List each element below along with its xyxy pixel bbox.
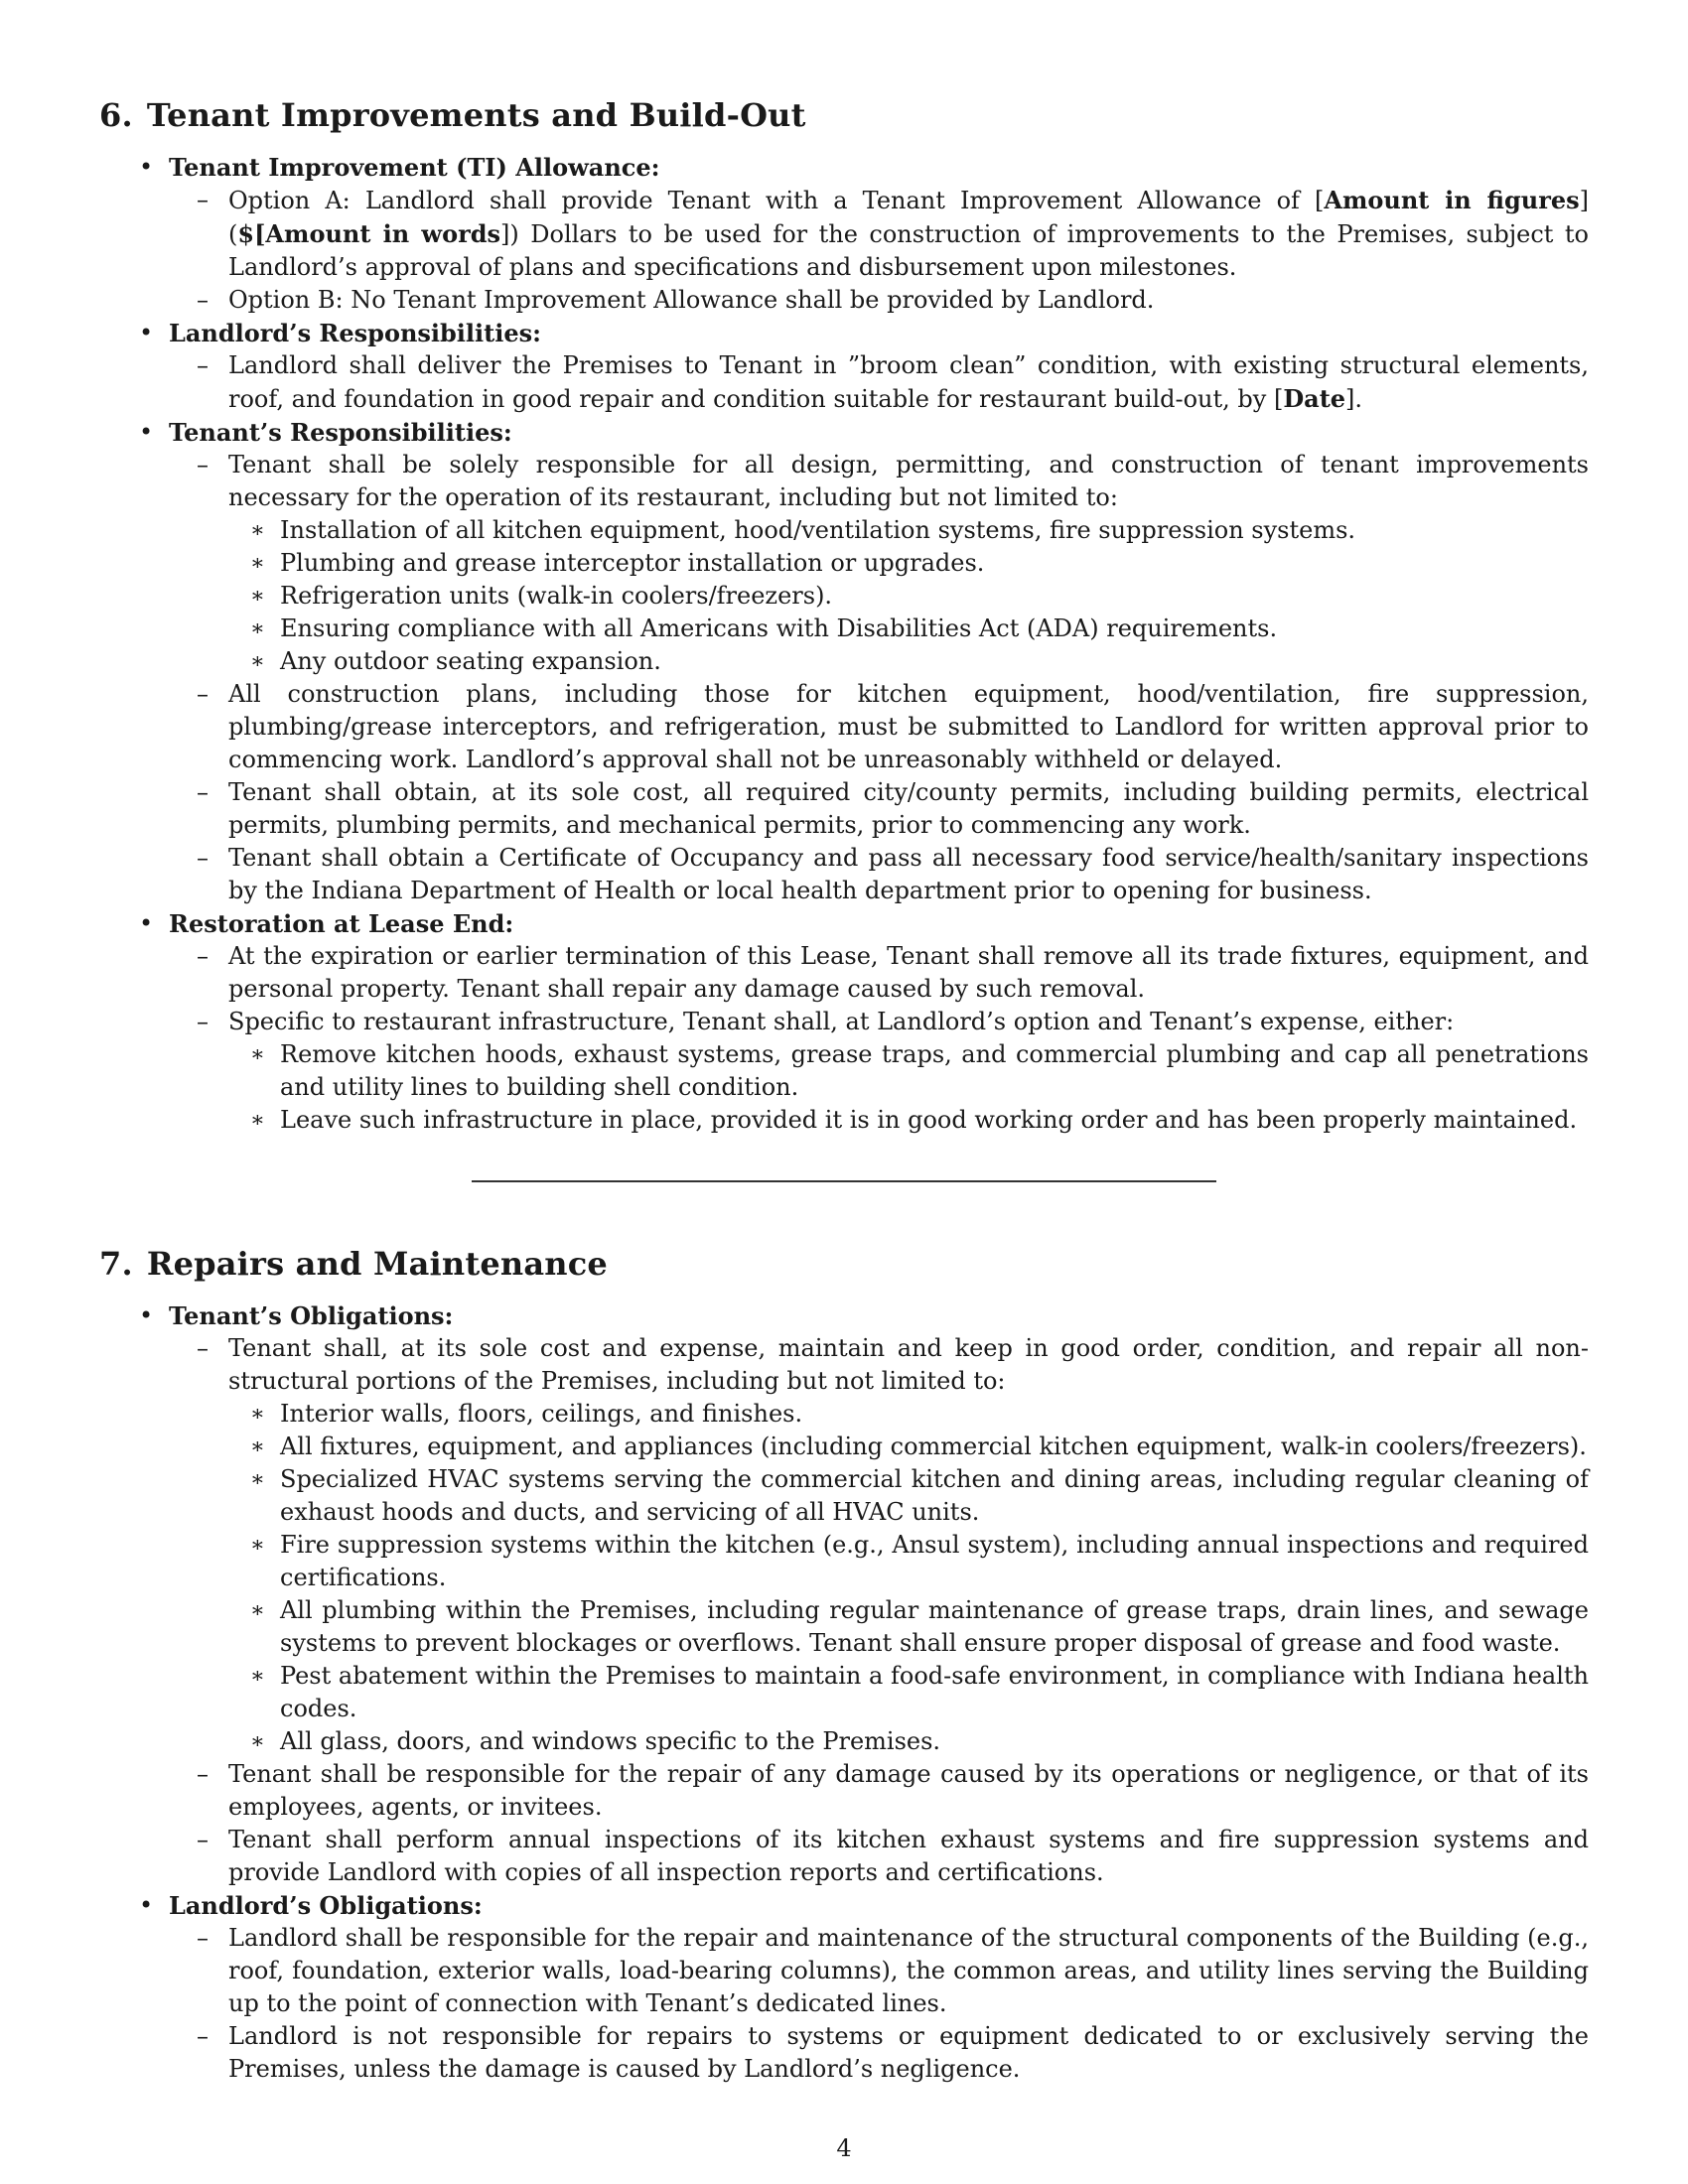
page-number: 4 xyxy=(836,2134,852,2162)
section-6-list xyxy=(99,151,1589,1137)
dash: – xyxy=(197,1008,209,1035)
list-item: ∗ Fire suppression systems within the kitchen (e.g., Ansul system), including annual inspections and required certifications. xyxy=(250,1531,1589,1591)
list-item: ∗ Leave such infrastructure in place, provided it is in good working order and has been properly maintained. xyxy=(228,1104,1589,1137)
star: ∗ xyxy=(250,1664,265,1689)
star: ∗ xyxy=(250,551,265,576)
list-item: ∗ Any outdoor seating expansion. xyxy=(228,645,1589,678)
star: ∗ xyxy=(250,1467,265,1492)
bullet: • xyxy=(139,153,154,181)
section-divider xyxy=(472,1180,1216,1182)
list-item: ∗ All fixtures, equipment, and appliances (including commercial kitchen equipment, walk-in coolers/freezers). xyxy=(228,1431,1589,1463)
list-item: – Option B: No Tenant Improvement Allowance shall be provided by Landlord. xyxy=(169,284,1589,317)
bullet: • xyxy=(139,1891,154,1919)
dash: – xyxy=(197,1334,209,1362)
dash: – xyxy=(197,451,209,478)
list-item xyxy=(99,1299,1589,1889)
section-title: Repairs and Maintenance xyxy=(146,1245,608,1283)
list-item: – Specific to restaurant infrastructure, Tenant shall, at Landlord’s option and Tenant’s expense, either: ∗ Remove kitchen hoods, exhaust systems, grease traps, and commercial plumbing and cap all penetrations and utility lines to building shell condition. ∗ Leave such infrastructure in place, provided it is in good working order and has been properly maintained. xyxy=(169,1006,1589,1137)
star: ∗ xyxy=(250,1434,265,1459)
list-item: ∗ Specialized HVAC systems serving the commercial kitchen and dining areas, including regular cleaning of exhaust hoods and ducts, and servicing of all HVAC units. xyxy=(250,1465,1589,1526)
star: ∗ xyxy=(250,649,265,674)
star: ∗ xyxy=(250,1533,265,1558)
star: ∗ xyxy=(250,1598,265,1623)
list-item: – Landlord shall deliver the Premises to Tenant in ”broom clean” condition, with existing structural elements, roof, and foundation in good repair and condition suitable for restaurant build-out, by [Date]. xyxy=(197,351,1589,413)
section-6-heading xyxy=(99,91,1589,139)
star: ∗ xyxy=(250,1042,265,1067)
star: ∗ xyxy=(250,584,265,609)
list-item: ∗ All glass, doors, and windows specific to the Premises. xyxy=(228,1725,1589,1758)
section-7-heading xyxy=(99,1240,1589,1288)
list-item: – Tenant shall, at its sole cost and expense, maintain and keep in good order, condition, and repair all non-structural portions of the Premises, including but not limited to: ∗ Interior walls, floors, ceilings, and finishes. ∗ All fixtures, equipment, and appliances (including commercial kitchen equipment, walk-in coolers/freezers). ∗ Specialized HVAC systems serving the commercial kitchen and dining areas, including regular cleaning of exhaust hoods and ducts, and servicing of all HVAC units. ∗ Fire suppression systems within the kitchen (e.g., Ansul system), including annual inspections and required certifications. ∗ All plumbing within the Premises, including regular maintenance of grease traps, drain lines, and sewage systems to prevent blockages or overflows. Tenant shall ensure proper disposal of grease and food waste. ∗ Pest abatement within the Premises to maintain a food-safe environment, in compliance with Indiana health codes. ∗ All glass, doors, and windows specific to the Premises. xyxy=(169,1332,1589,1758)
list-item xyxy=(99,151,1589,317)
star: ∗ xyxy=(250,518,265,543)
list-item: ∗ Installation of all kitchen equipment, hood/ventilation systems, fire suppression systems. xyxy=(228,514,1589,547)
list-item: – Tenant shall obtain, at its sole cost, all required city/county permits, including building permits, electrical permits, plumbing permits, and mechanical permits, prior to commencing any work. xyxy=(197,778,1589,839)
list-item xyxy=(99,907,1589,1137)
dash: – xyxy=(197,680,209,708)
dash: – xyxy=(197,2022,209,2050)
dash: – xyxy=(197,1760,209,1788)
list-item: – Landlord shall be responsible for the repair and maintenance of the structural components of the Building (e.g., roof, foundation, exterior walls, load-bearing columns), the common areas, and utility lines serving the Building up to the point of connection with Tenant’s dedicated lines. xyxy=(197,1924,1589,2017)
item-heading: Tenant’s Obligations: xyxy=(169,1301,454,1330)
list-item: – All construction plans, including those for kitchen equipment, hood/ventilation, fire suppression, plumbing/grease interceptors, and refrigeration, must be submitted to Landlord for written approval prior to commencing work. Landlord’s approval shall not be unreasonably withheld or delayed. xyxy=(197,680,1589,773)
star: ∗ xyxy=(250,616,265,641)
document-page xyxy=(99,91,1589,2086)
item-heading: Tenant Improvement (TI) Allowance: xyxy=(169,153,660,182)
dash: – xyxy=(197,844,209,872)
bullet: • xyxy=(139,909,154,937)
dash: – xyxy=(197,1826,209,1853)
dash: – xyxy=(197,186,209,213)
item-heading: Landlord’s Responsibilities: xyxy=(169,319,541,347)
item-heading: Tenant’s Responsibilities: xyxy=(169,418,512,447)
list-item: – Landlord is not responsible for repairs to systems or equipment dedicated to or exclusively serving the Premises, unless the damage is caused by Landlord’s negligence. xyxy=(197,2022,1589,2083)
dash: – xyxy=(197,942,209,970)
star: ∗ xyxy=(250,1402,265,1427)
bullet: • xyxy=(139,319,154,346)
list-item: – At the expiration or earlier termination of this Lease, Tenant shall remove all its trade fixtures, equipment, and personal property. Tenant shall repair any damage caused by such removal. xyxy=(197,942,1589,1003)
list-item: ∗ All plumbing within the Premises, including regular maintenance of grease traps, drain lines, and sewage systems to prevent blockages or overflows. Tenant shall ensure proper disposal of grease and food waste. xyxy=(250,1596,1589,1657)
section-7-list xyxy=(99,1299,1589,2086)
dash: – xyxy=(197,1924,209,1952)
list-item: ∗ Interior walls, floors, ceilings, and finishes. xyxy=(228,1398,1589,1431)
list-item: ∗ Ensuring compliance with all Americans with Disabilities Act (ADA) requirements. xyxy=(228,613,1589,645)
bullet: • xyxy=(139,1301,154,1329)
list-item: – Tenant shall perform annual inspections of its kitchen exhaust systems and fire suppression systems and provide Landlord with copies of all inspection reports and certifications. xyxy=(197,1826,1589,1886)
list-item: – Option A: Landlord shall provide Tenant with a Tenant Improvement Allowance of [Amount in figures] ($[Amount in words]) Dollars to be used for the construction of improvements to the Premises, subject to Landlord’s approval of plans and specifications and disbursement upon milestones. xyxy=(197,186,1590,281)
section-title: Tenant Improvements and Build-Out xyxy=(146,96,806,134)
list-item xyxy=(99,1889,1589,2086)
dash: – xyxy=(197,778,209,806)
section-number: 6. xyxy=(99,96,133,134)
item-heading: Landlord’s Obligations: xyxy=(169,1891,483,1920)
list-item: ∗ Refrigeration units (walk-in coolers/freezers). xyxy=(228,580,1589,613)
dash: – xyxy=(197,286,209,314)
section-number: 7. xyxy=(99,1245,133,1283)
list-item: ∗ Remove kitchen hoods, exhaust systems, grease traps, and commercial plumbing and cap all penetrations and utility lines to building shell condition. xyxy=(250,1040,1589,1101)
list-item xyxy=(99,317,1589,416)
list-item: – Tenant shall be responsible for the repair of any damage caused by its operations or negligence, or that of its employees, agents, or invitees. xyxy=(197,1760,1589,1821)
star: ∗ xyxy=(250,1108,265,1133)
list-item: ∗ Pest abatement within the Premises to maintain a food-safe environment, in compliance with Indiana health codes. xyxy=(250,1662,1589,1722)
star: ∗ xyxy=(250,1729,265,1754)
item-heading: Restoration at Lease End: xyxy=(169,909,514,938)
list-item: ∗ Plumbing and grease interceptor installation or upgrades. xyxy=(228,547,1589,580)
list-item xyxy=(99,416,1589,907)
list-item: – Tenant shall be solely responsible for all design, permitting, and construction of tenant improvements necessary for the operation of its restaurant, including but not limited to: ∗ Installation of all kitchen equipment, hood/ventilation systems, fire suppression systems. ∗ Plumbing and grease interceptor installation or upgrades. ∗ Refrigeration units (walk-in coolers/freezers). ∗ Ensuring compliance with all Americans with Disabilities Act (ADA) requirements. ∗ Any outdoor seating expansion. xyxy=(169,449,1589,678)
dash: – xyxy=(197,351,209,379)
list-item: – Tenant shall obtain a Certificate of Occupancy and pass all necessary food service/health/sanitary inspections by the Indiana Department of Health or local health department prior to opening for business. xyxy=(197,844,1589,904)
bullet: • xyxy=(139,418,154,446)
